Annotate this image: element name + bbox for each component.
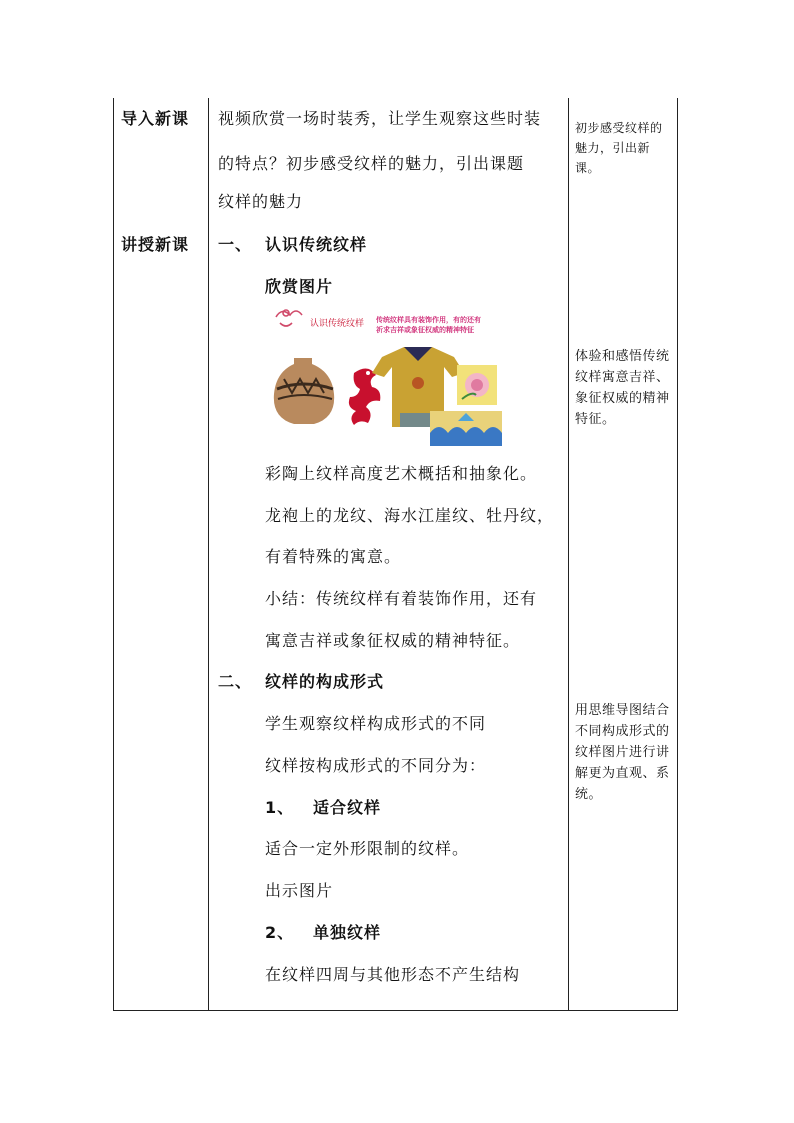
table-border-bottom bbox=[113, 1010, 678, 1011]
row-label-intro: 导入新课 bbox=[121, 109, 190, 128]
table-divider-2 bbox=[568, 98, 569, 1011]
picture-left-caption: 认识传统纹样 bbox=[310, 319, 365, 329]
sea-wave-pattern-icon bbox=[430, 411, 502, 446]
intro-line-3: 纹样的魅力 bbox=[218, 192, 304, 211]
peony-icon bbox=[457, 365, 497, 405]
picture-right-caption-1: 传统纹样具有装饰作用，有的还有 bbox=[376, 316, 481, 324]
table-border-right bbox=[677, 98, 678, 1011]
item2-number: 2、 bbox=[265, 923, 295, 942]
item1-line-1: 适合一定外形限制的纹样。 bbox=[265, 839, 470, 858]
item2-title: 单独纹样 bbox=[313, 923, 382, 942]
red-dragon-icon bbox=[349, 368, 380, 425]
section1-title: 认识传统纹样 bbox=[265, 235, 368, 254]
item1-line-2: 出示图片 bbox=[265, 881, 334, 900]
table-border-left bbox=[113, 98, 114, 1011]
pattern-collage-image bbox=[272, 303, 502, 446]
cloud-ornament-icon bbox=[276, 310, 302, 326]
section1-line-3: 有着特殊的寓意。 bbox=[265, 547, 402, 566]
intro-line-1: 视频欣赏一场时装秀，让学生观察这些时装 bbox=[218, 109, 542, 128]
item1-title: 适合纹样 bbox=[313, 798, 382, 817]
section1-subtitle: 欣赏图片 bbox=[265, 277, 334, 296]
section1-line-5: 寓意吉祥或象征权威的精神特征。 bbox=[265, 631, 521, 650]
section2-title: 纹样的构成形式 bbox=[265, 672, 385, 691]
intro-line-2: 的特点？初步感受纹样的魅力，引出课题 bbox=[218, 154, 525, 173]
section2-note: 用思维导图结合不同构成形式的纹样图片进行讲解更为直观、系统。 bbox=[575, 703, 670, 802]
section1-line-1: 彩陶上纹样高度艺术概括和抽象化。 bbox=[265, 464, 538, 483]
section1-line-4: 小结：传统纹样有着装饰作用，还有 bbox=[265, 589, 538, 608]
picture-right-caption-2: 祈求吉祥或象征权威的精神特征 bbox=[376, 326, 474, 334]
item2-line-1: 在纹样四周与其他形态不产生结构 bbox=[265, 965, 521, 984]
section1-line-2: 龙袍上的龙纹、海水江崖纹、牡丹纹， bbox=[265, 506, 555, 525]
item1-number: 1、 bbox=[265, 798, 295, 817]
intro-note: 初步感受纹样的魅力，引出新课。 bbox=[575, 121, 663, 175]
row-label-teaching: 讲授新课 bbox=[121, 235, 190, 254]
traditional-pattern-picture bbox=[272, 303, 502, 446]
section2-number: 二、 bbox=[218, 672, 253, 691]
section1-number: 一、 bbox=[218, 235, 253, 254]
section2-line-1: 学生观察纹样构成形式的不同 bbox=[265, 714, 487, 733]
painted-pottery-icon bbox=[274, 358, 334, 424]
table-divider-1 bbox=[208, 98, 209, 1011]
section1-note: 体验和感悟传统纹样寓意吉祥、象征权威的精神特征。 bbox=[575, 349, 670, 427]
section2-line-2: 纹样按构成形式的不同分为： bbox=[265, 756, 487, 775]
